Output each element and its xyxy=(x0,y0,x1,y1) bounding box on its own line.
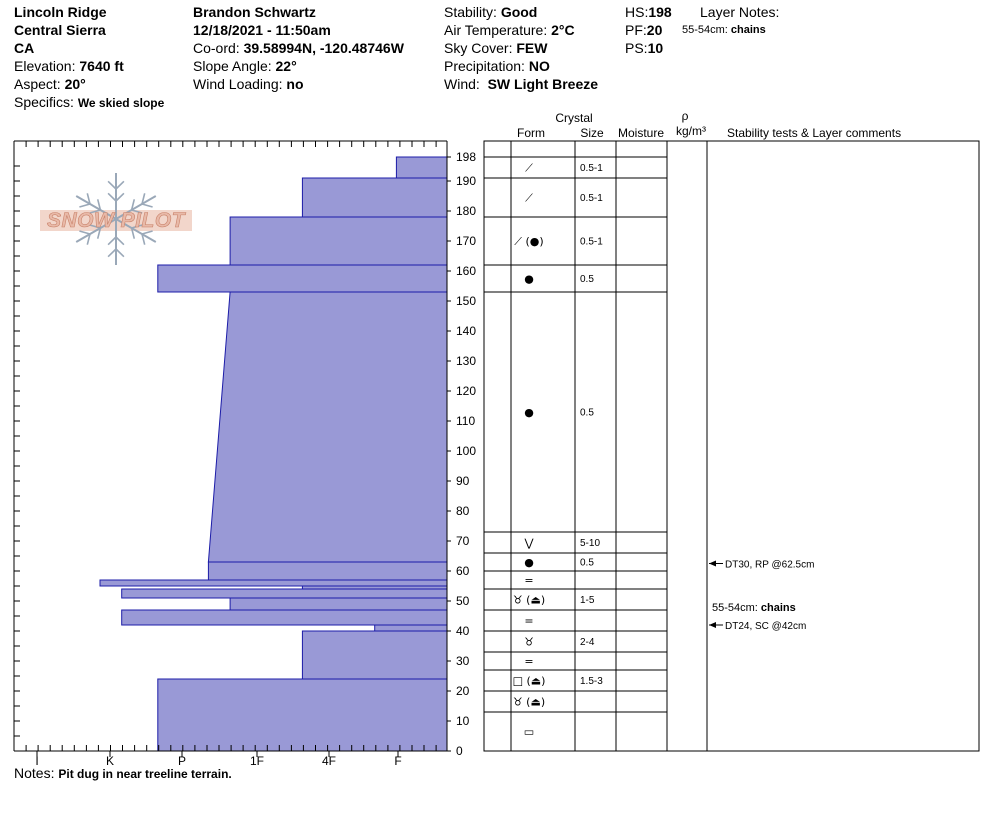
table-border xyxy=(484,141,979,751)
notes-value: Pit dug in near treeline terrain. xyxy=(58,767,232,781)
layer-size: 0.5 xyxy=(580,407,594,419)
notes-label: Notes: xyxy=(14,765,55,781)
snowflake-branch-3-1 xyxy=(108,249,116,257)
wind-value: SW Light Breeze xyxy=(487,76,599,92)
y-tick-label: 60 xyxy=(456,564,470,578)
layer-form: ♉ (⏏) xyxy=(512,593,546,607)
layer-notes-label: Layer Notes: xyxy=(700,4,780,20)
x-tick-label: 1F xyxy=(249,754,265,768)
observation-datetime: 12/18/2021 - 11:50am xyxy=(193,22,331,38)
layer-form: ● xyxy=(524,406,534,419)
wind-label: Wind: xyxy=(444,76,480,92)
y-tick-label: 90 xyxy=(456,474,470,488)
y-tick-label: 40 xyxy=(456,624,470,638)
hardness-bar-5 xyxy=(122,589,447,598)
layer-size: 0.5-1 xyxy=(580,163,603,174)
hs-label: HS: xyxy=(625,4,649,20)
layer-notes-value: 55-54cm: xyxy=(682,24,728,36)
header-density: ρ xyxy=(681,109,689,123)
precip-value: NO xyxy=(528,58,550,74)
layer-size: 2-4 xyxy=(580,637,595,648)
y-tick-label: 80 xyxy=(456,504,470,518)
hardness-bar-11 xyxy=(230,217,447,265)
layer-comment-bold: chains xyxy=(760,602,796,614)
pf-value: 20 xyxy=(646,22,663,38)
layer-form: ♉ xyxy=(524,635,534,649)
slope-value: 22° xyxy=(275,58,297,74)
layer-form: □ (⏏) xyxy=(512,674,546,688)
layer-form: ▭ xyxy=(523,725,535,739)
snowflake-branch-1-1 xyxy=(79,204,90,207)
hardness-bar-12 xyxy=(302,178,447,217)
header-size: Size xyxy=(580,126,604,140)
stability-test-arrowhead-0 xyxy=(709,561,716,567)
layer-form: ⟋ (●) xyxy=(514,235,544,248)
layer-size: 1.5-3 xyxy=(580,676,603,687)
snowpilot-logo xyxy=(40,173,192,265)
y-tick-label: 50 xyxy=(456,594,470,608)
layer-notes-value-bold: chains xyxy=(730,24,766,36)
air-temp-value: 2°C xyxy=(551,22,575,38)
header-comments: Stability tests & Layer comments xyxy=(727,126,902,140)
notes xyxy=(14,765,232,781)
hardness-bar-2 xyxy=(375,625,447,631)
hardness-bar-13 xyxy=(396,157,447,178)
stability-label: Stability: xyxy=(444,4,497,20)
layer-form: = xyxy=(524,614,534,628)
y-tick-label: 140 xyxy=(456,324,477,338)
layer-form: ⟋ xyxy=(525,161,533,175)
layer-form: ● xyxy=(524,272,534,286)
stability-test-arrowhead-1 xyxy=(709,622,716,628)
coord-label: Co-ord: xyxy=(193,40,240,56)
y-tick-label: 100 xyxy=(456,444,477,458)
y-tick-label: 130 xyxy=(456,354,477,368)
stability-test-text: DT24, SC @42cm xyxy=(725,621,807,632)
y-tick-label: 70 xyxy=(456,534,470,548)
hardness-bar-10 xyxy=(158,265,447,292)
y-tick-label: 110 xyxy=(456,414,476,428)
stability-value: Good xyxy=(500,4,538,20)
state: CA xyxy=(14,40,35,56)
header-moisture: Moisture xyxy=(617,126,665,140)
slope-label: Slope Angle: xyxy=(193,58,272,74)
sky-value: FEW xyxy=(516,40,548,56)
layer-size: 5-10 xyxy=(580,538,601,549)
hardness-bar-1 xyxy=(302,631,447,679)
wind-loading-label: Wind Loading: xyxy=(193,76,283,92)
snowflake-branch-5-1 xyxy=(142,204,153,207)
y-tick-label: 160 xyxy=(456,264,477,278)
snowflake-branch-0-0 xyxy=(116,193,124,201)
layer-form: = xyxy=(524,655,534,668)
y-tick-label: 180 xyxy=(456,204,477,218)
layer-form: = xyxy=(524,574,534,587)
y-tick-label: 190 xyxy=(456,174,477,188)
hardness-bar-4 xyxy=(230,598,447,610)
wind-loading-value: no xyxy=(286,76,304,92)
hardness-bar-8 xyxy=(208,562,447,580)
y-tick-label: 120 xyxy=(456,384,477,398)
pf-label: PF: xyxy=(625,22,647,38)
x-tick-label: F xyxy=(394,754,402,768)
specifics-label: Specifics: xyxy=(14,94,74,110)
layer-comment-0: 55-54cm: chains xyxy=(712,602,796,614)
coord-value: 39.58994N, -120.48746W xyxy=(243,40,404,56)
observer-name: Brandon Schwartz xyxy=(193,4,316,20)
y-tick-label: 0 xyxy=(456,744,463,758)
header-density-unit: kg/m³ xyxy=(676,124,706,138)
mountain-range: Central Sierra xyxy=(14,22,106,38)
header-form: Form xyxy=(517,126,545,140)
specifics-value: We skied slope xyxy=(77,96,165,110)
y-tick-label: 20 xyxy=(456,684,470,698)
snowflake-branch-0-1 xyxy=(116,181,124,189)
aspect-value: 20° xyxy=(64,76,86,92)
x-tick-label: K xyxy=(105,754,115,768)
x-tick-label: 4F xyxy=(321,754,337,768)
layer-form: ⋁ xyxy=(524,536,534,550)
y-tick-label: 170 xyxy=(456,234,477,248)
snowflake-branch-3-0 xyxy=(116,237,124,245)
snowflake-branch-0-0 xyxy=(108,193,116,201)
x-tick-label: I xyxy=(35,754,39,768)
hardness-bar-7 xyxy=(100,580,447,586)
snowflake-branch-3-0 xyxy=(108,237,116,245)
layer-form: ● xyxy=(524,556,534,569)
layer-size: 0.5-1 xyxy=(580,193,603,204)
layer-form: ⟋ xyxy=(525,191,533,205)
precip-label: Precipitation: xyxy=(444,58,525,74)
hs-value: 198 xyxy=(648,4,672,20)
hardness-bars xyxy=(100,157,447,751)
hardness-bar-3 xyxy=(122,610,447,625)
hardness-bar-9 xyxy=(208,292,447,562)
y-tick-label: 198 xyxy=(456,150,477,164)
stability-test-text: DT30, RP @62.5cm xyxy=(725,559,815,571)
x-tick-label: P xyxy=(177,754,187,768)
location-name: Lincoln Ridge xyxy=(14,4,107,20)
layer-size: 0.5 xyxy=(580,274,594,285)
ps-label: PS: xyxy=(625,40,648,56)
air-temp-label: Air Temperature: xyxy=(444,22,548,38)
elevation-label: Elevation: xyxy=(14,58,76,74)
hardness-bar-0 xyxy=(158,679,447,751)
sky-label: Sky Cover: xyxy=(444,40,513,56)
y-tick-label: 10 xyxy=(456,714,470,728)
aspect-label: Aspect: xyxy=(14,76,61,92)
y-tick-label: 150 xyxy=(456,294,477,308)
header-crystal: Crystal xyxy=(555,111,593,125)
ps-value: 10 xyxy=(647,40,664,56)
snowflake-branch-3-1 xyxy=(116,249,124,257)
layer-size: 0.5 xyxy=(580,557,594,569)
layer-size: 0.5-1 xyxy=(580,236,603,248)
layer-table xyxy=(484,109,979,751)
snowpilot-logo-text: SNOW PILOT xyxy=(47,209,185,232)
snowflake-branch-0-1 xyxy=(108,181,116,189)
elevation-value: 7640 ft xyxy=(79,58,124,74)
y-tick-label: 30 xyxy=(456,654,470,668)
layer-size: 1-5 xyxy=(580,595,595,606)
layer-form: ♉ (⏏) xyxy=(512,695,546,709)
